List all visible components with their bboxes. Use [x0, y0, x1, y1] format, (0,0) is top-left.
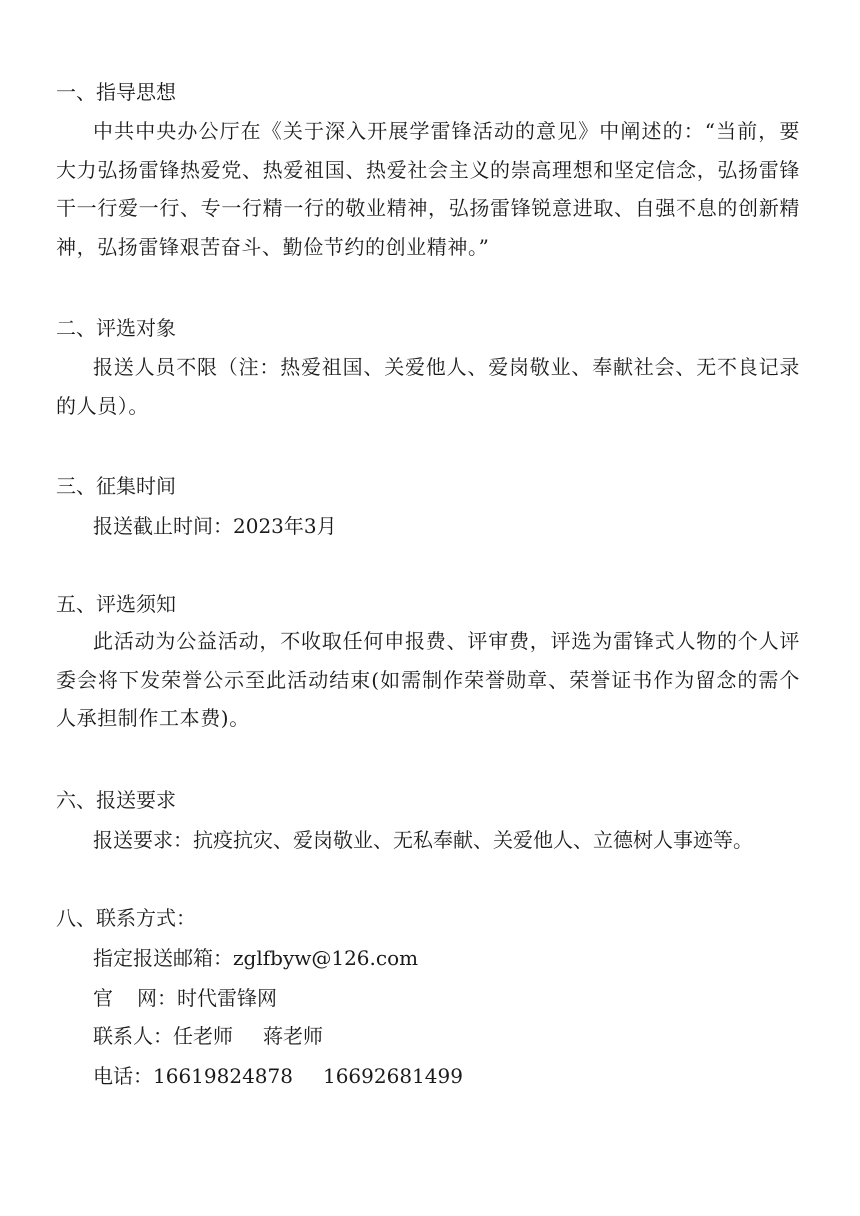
- email-value: zglfbyw@126.com: [233, 946, 419, 970]
- heading-contact: 八、联系方式：: [56, 906, 196, 930]
- person-label: 联系人：: [93, 1024, 173, 1048]
- email-label: 指定报送邮箱：: [93, 946, 233, 970]
- person-2: 蒋老师: [263, 1024, 323, 1048]
- phone-2: 16692681499: [322, 1064, 463, 1088]
- email-line: [93, 946, 418, 970]
- person-1: 任老师: [173, 1024, 233, 1048]
- heading-time: 三、征集时间: [56, 474, 176, 498]
- heading-requirements: 六、报送要求: [56, 788, 176, 812]
- deadline-text: 报送截止时间：2023年3月: [93, 514, 337, 538]
- site-line: [93, 986, 277, 1010]
- heading-guiding: 一、指导思想: [56, 80, 176, 104]
- phone-line: [93, 1064, 463, 1088]
- site-value: 时代雷锋网: [177, 986, 277, 1010]
- paragraph-targets: 报送人员不限（注：热爱祖国、关爱他人、爱岗敬业、奉献社会、无不良记录的人员）。: [56, 355, 800, 418]
- heading-targets: 二、评选对象: [56, 316, 176, 340]
- heading-notice: 五、评选须知: [56, 592, 176, 616]
- phone-label: 电话：: [93, 1064, 153, 1088]
- site-label-part-2: 网：: [137, 986, 177, 1010]
- site-label-part-1: 官: [93, 986, 113, 1010]
- phone-1: 16619824878: [153, 1064, 293, 1088]
- paragraph-guiding: 中共中央办公厅在《关于深入开展学雷锋活动的意见》中阐述的：“当前，要大力弘扬雷锋热爱党、热爱祖国、热爱社会主义的崇高理想和坚定信念，弘扬雷锋干一行爱一行、专一行精一行的敬业精神，弘扬雷锋锐意进取、自强不息的创新精神，弘扬雷锋艰苦奋斗、勤俭节约的创业精神。”: [56, 119, 800, 259]
- person-line: [93, 1024, 323, 1048]
- paragraph-notice: 此活动为公益活动，不收取任何申报费、评审费，评选为雷锋式人物的个人评委会将下发荣誉公示至此活动结束(如需制作荣誉勋章、荣誉证书作为留念的需个人承担制作工本费)。: [56, 629, 800, 730]
- requirements-text: 报送要求：抗疫抗灾、爱岗敬业、无私奉献、关爱他人、立德树人事迹等。: [93, 828, 753, 852]
